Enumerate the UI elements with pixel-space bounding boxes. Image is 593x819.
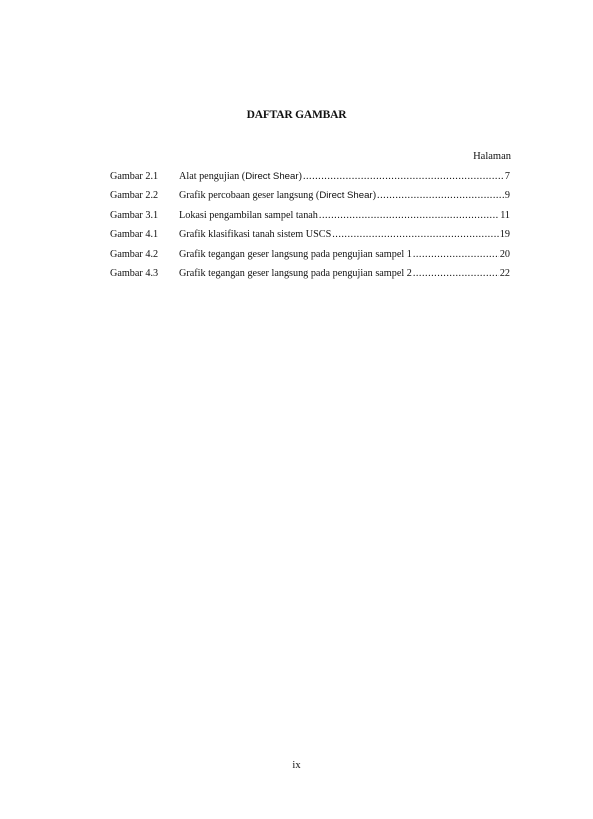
dot-leader [413, 249, 499, 260]
figure-page-number: 22 [499, 267, 510, 279]
figure-page-number: 7 [504, 171, 510, 182]
list-item [110, 229, 510, 248]
figure-label: Gambar 2.1 [110, 171, 159, 182]
dot-leader [303, 171, 504, 182]
figure-caption: Grafik percobaan geser langsung (Direct Shear) [179, 190, 377, 202]
figure-label: Gambar 4.3 [110, 267, 159, 279]
figure-caption: Grafik klasifikasi tanah sistem USCS [179, 229, 332, 241]
figure-label: Gambar 2.2 [110, 190, 159, 202]
figure-caption: Grafik tegangan geser langsung pada pengujian sampel 2 [179, 267, 412, 279]
list-item [110, 190, 510, 209]
figure-caption: Grafik tegangan geser langsung pada pengujian sampel 1 [179, 248, 412, 260]
figure-label: Gambar 4.2 [110, 248, 159, 260]
figure-page-number: 11 [500, 209, 510, 221]
figure-caption: Lokasi pengambilan sampel tanah [179, 209, 318, 221]
list-item [110, 210, 510, 229]
page-column-header: Halaman [473, 151, 511, 162]
figure-page-number: 19 [499, 229, 510, 241]
figure-page-number: 9 [504, 190, 510, 202]
dot-leader [332, 229, 499, 240]
dot-leader [413, 268, 499, 279]
figure-caption: Alat pengujian (Direct Shear) [179, 171, 302, 182]
figure-list [110, 171, 510, 287]
page-title: DAFTAR GAMBAR [246, 109, 347, 121]
dot-leader [319, 210, 499, 221]
list-item [110, 249, 510, 268]
figure-page-number: 20 [499, 248, 510, 260]
dot-leader [377, 190, 504, 201]
figure-label: Gambar 4.1 [110, 229, 159, 241]
list-item [110, 171, 510, 190]
page-number: ix [292, 760, 301, 771]
figure-label: Gambar 3.1 [110, 209, 159, 221]
list-item [110, 268, 510, 287]
